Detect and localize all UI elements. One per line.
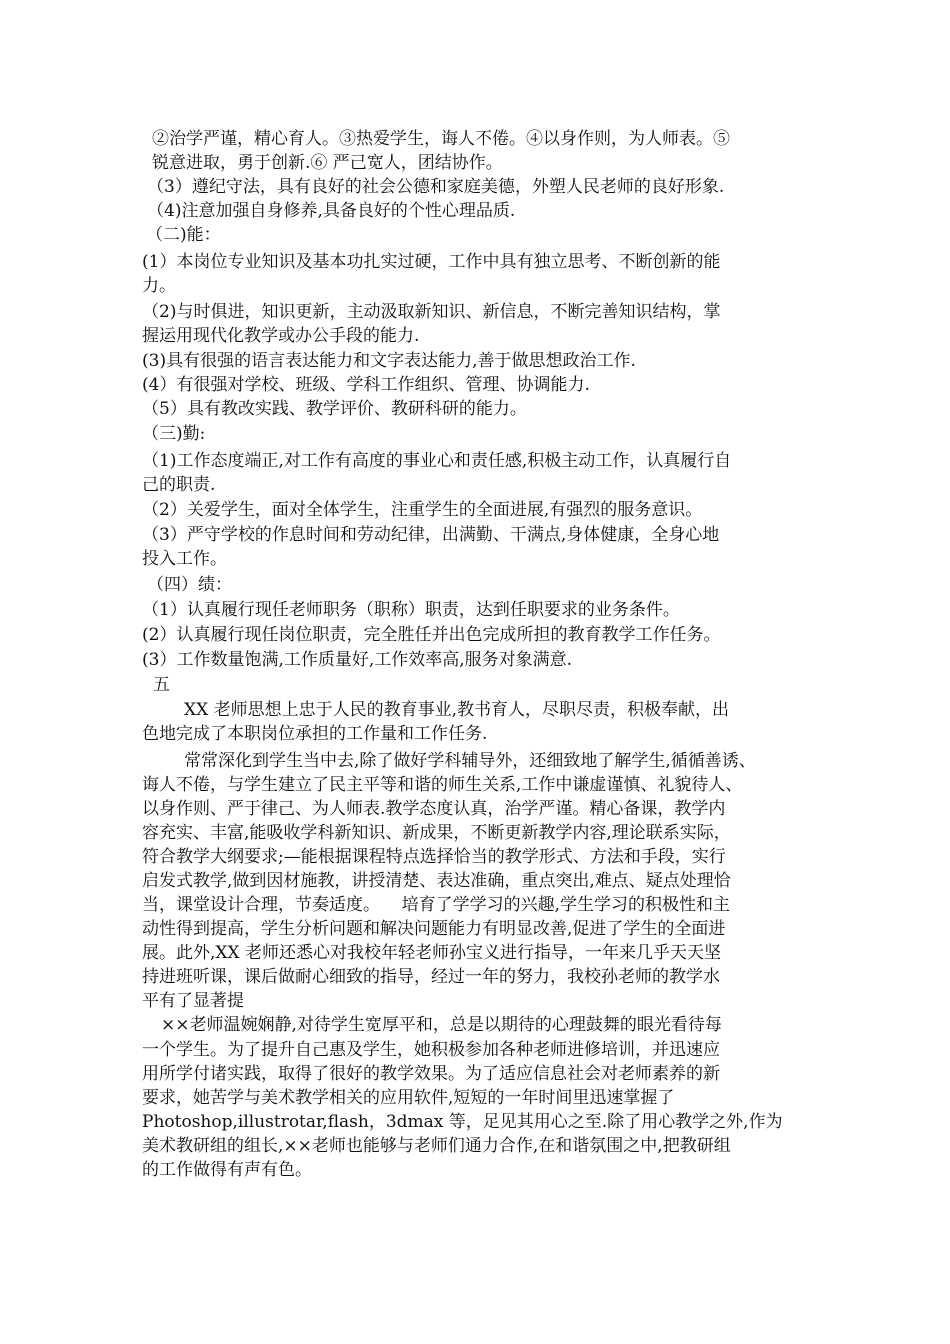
text-line: （1)工作态度端正,对工作有高度的事业心和责任感,积极主动工作，认真履行自 bbox=[142, 451, 732, 471]
text-line: 平有了显著提 bbox=[142, 991, 244, 1011]
text-line: (3）工作数量饱满,工作质量好,工作效率高,服务对象满意. bbox=[142, 650, 573, 670]
section-heading: 五 bbox=[153, 675, 170, 695]
text-line: 一个学生。为了提升自己惠及学生，她积极参加各种老师进修培训，并迅速应 bbox=[142, 1040, 720, 1060]
text-line: 展。此外,XX 老师还悉心对我校年轻老师孙宝义进行指导，一年来几乎天天坚 bbox=[142, 943, 722, 963]
text-line: 投入工作。 bbox=[142, 549, 227, 569]
section-heading: （二)能： bbox=[146, 225, 221, 245]
text-line: 力。 bbox=[142, 276, 176, 296]
text-line: （5）具有教改实践、教学评价、教研科研的能力。 bbox=[142, 399, 527, 419]
text-line: 符合教学大纲要求;—能根据课程特点选择恰当的教学形式、方法和手段，实行 bbox=[142, 847, 726, 867]
text-line: 锐意进取，勇于创新.⑥ 严己宽人，团结协作。 bbox=[152, 153, 503, 173]
text-line: Photoshop,illustrotar,flash，3dmax 等，足见其用心之至.除了用心教学之外,作为 bbox=[142, 1112, 783, 1132]
text-line: 诲人不倦，与学生建立了民主平等和谐的师生关系,工作中谦虚谨慎、礼貌待人、 bbox=[142, 775, 743, 795]
text-line: 当，课堂设计合理，节奏适度。 培育了学学习的兴趣,学生学习的积极性和主 bbox=[142, 895, 731, 915]
text-line: （1）认真履行现任老师职务（职称）职责，达到任职要求的业务条件。 bbox=[142, 600, 680, 620]
text-line: (2）认真履行现任岗位职责，完全胜任并出色完成所担的教育教学工作任务。 bbox=[142, 625, 721, 645]
text-line: 容充实、丰富,能吸收学科新知识、新成果，不断更新教学内容,理论联系实际， bbox=[142, 823, 731, 843]
text-line: （2)与时俱进，知识更新，主动汲取新知识、新信息，不断完善知识结构，掌 bbox=[142, 302, 721, 322]
text-line: ②治学严谨，精心育人。③热爱学生，诲人不倦。④以身作则，为人师表。⑤ bbox=[152, 129, 730, 149]
text-line: ××老师温婉娴静,对待学生宽厚平和，总是以期待的心理鼓舞的眼光看待每 bbox=[161, 1015, 722, 1035]
text-line: 用所学付诸实践，取得了很好的教学效果。为了适应信息社会对老师素养的新 bbox=[142, 1064, 720, 1084]
text-line: 启发式教学,做到因材施教，讲授清楚、表达准确，重点突出,难点、疑点处理恰 bbox=[142, 871, 731, 891]
text-line: 握运用现代化教学或办公手段的能力. bbox=[142, 326, 420, 346]
text-line: （4)注意加强自身修养,具备良好的个性心理品质. bbox=[147, 201, 516, 221]
text-line: 色地完成了本职岗位承担的工作量和工作任务. bbox=[142, 724, 488, 744]
section-heading: （三)勤: bbox=[142, 424, 206, 444]
text-line: 美术教研组的组长,××老师也能够与老师们通力合作,在和谐氛围之中,把教研组 bbox=[142, 1136, 731, 1156]
text-line: 动性得到提高，学生分析问题和解决问题能力有明显改善,促进了学生的全面进 bbox=[142, 919, 726, 939]
text-line: 己的职责. bbox=[142, 475, 216, 495]
text-line: （3）遵纪守法，具有良好的社会公德和家庭美德，外塑人民老师的良好形象. bbox=[147, 177, 725, 197]
text-line: 要求，她苦学与美术教学相关的应用软件,短短的一年时间里迅速掌握了 bbox=[142, 1088, 675, 1108]
section-heading: （四）绩： bbox=[147, 575, 232, 595]
text-line: 的工作做得有声有色。 bbox=[142, 1160, 312, 1180]
text-line: (1）本岗位专业知识及基本功扎实过硬，工作中具有独立思考、不断创新的能 bbox=[142, 252, 721, 272]
text-line: （3）严守学校的作息时间和劳动纪律，出满勤、干满点,身体健康，全身心地 bbox=[142, 525, 720, 545]
text-line: (4）有很强对学校、班级、学科工作组织、管理、协调能力. bbox=[142, 375, 590, 395]
text-line: (3)具有很强的语言表达能力和文字表达能力,善于做思想政治工作. bbox=[142, 351, 636, 371]
text-line: 持进班听课，课后做耐心细致的指导，经过一年的努力，我校孙老师的教学水 bbox=[142, 967, 720, 987]
text-line: 常常深化到学生当中去,除了做好学科辅导外，还细致地了解学生,循循善诱、 bbox=[184, 751, 756, 771]
text-line: XX 老师思想上忠于人民的教育事业,教书育人，尽职尽责，积极奉献，出 bbox=[184, 700, 730, 720]
text-line: （2）关爱学生，面对全体学生，注重学生的全面进展,有强烈的服务意识。 bbox=[142, 500, 703, 520]
text-line: 以身作则、严于律己、为人师表.教学态度认真，治学严谨。精心备课，教学内 bbox=[142, 799, 726, 819]
